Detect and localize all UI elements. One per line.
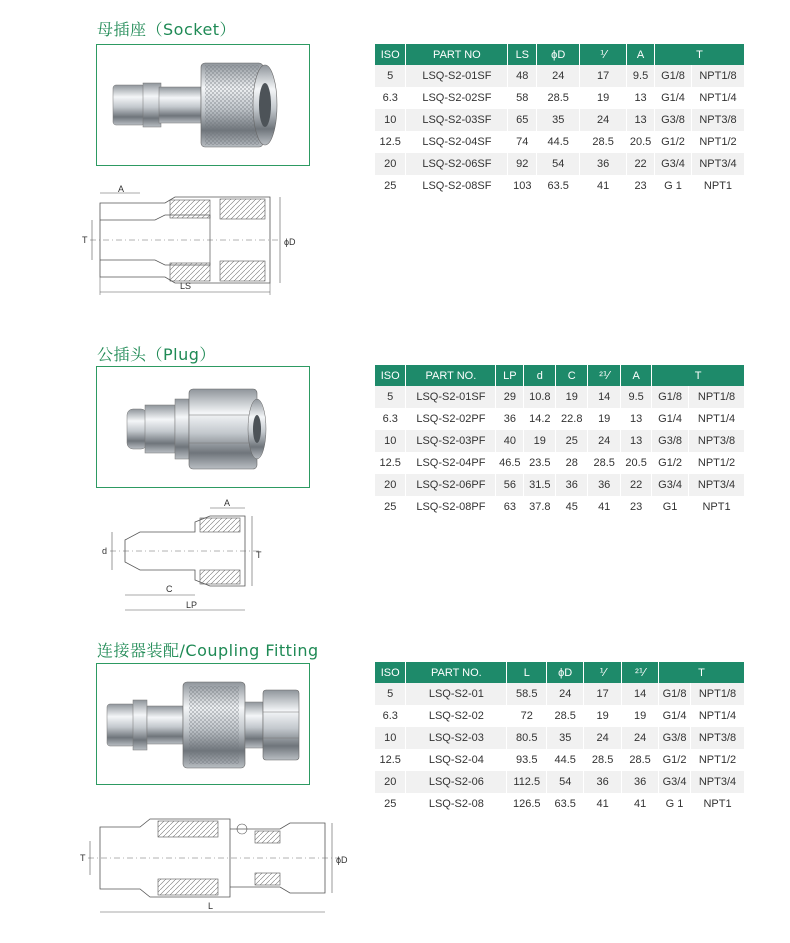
table-cell: LSQ-S2-01 — [406, 683, 507, 705]
plug-nipple-image — [97, 367, 310, 488]
table-cell: 63.5 — [547, 793, 584, 815]
table-cell: 41 — [580, 175, 627, 197]
table-cell: 10 — [375, 109, 406, 131]
table-cell: G1/4 — [659, 705, 691, 727]
table-header-row — [375, 662, 745, 683]
table-cell: 6.3 — [375, 705, 406, 727]
table-cell: 22 — [621, 474, 652, 496]
table-cell: NPT1/2 — [689, 452, 745, 474]
col-wrench-2: ²⅟ — [622, 662, 659, 683]
table-cell: 19 — [524, 430, 556, 452]
table-cell: 44.5 — [537, 131, 580, 153]
table-row — [375, 109, 745, 131]
table-row — [375, 793, 745, 815]
table-cell: NPT1/4 — [689, 408, 745, 430]
table-cell: 35 — [547, 727, 584, 749]
table-cell: G 1 — [655, 175, 692, 197]
socket-dim-t: T — [82, 235, 88, 245]
table-cell: 13 — [621, 430, 652, 452]
col-part-no: PART NO. — [406, 662, 507, 683]
table-cell: LSQ-S2-04 — [406, 749, 507, 771]
socket-title: 母插座（Socket） — [97, 20, 237, 39]
plug-dim-a: A — [224, 498, 231, 508]
table-cell: NPT1/8 — [691, 683, 745, 705]
table-cell: 36 — [580, 153, 627, 175]
col-iso: ISO — [375, 365, 406, 386]
table-cell: 25 — [375, 496, 406, 518]
table-cell: 29 — [496, 386, 524, 408]
table-cell: LSQ-S2-02PF — [406, 408, 496, 430]
table-cell: G1/2 — [655, 131, 692, 153]
table-cell: 28 — [556, 452, 588, 474]
table-cell: 35 — [537, 109, 580, 131]
table-cell: NPT3/4 — [691, 153, 744, 175]
col-wrench-2: ²⅟ — [588, 365, 621, 386]
table-cell: 23.5 — [524, 452, 556, 474]
table-cell: 36 — [584, 771, 622, 793]
table-cell: 10 — [375, 430, 406, 452]
table-cell: G1/8 — [659, 683, 691, 705]
table-cell: 103 — [508, 175, 537, 197]
col-part-no: PART NO. — [406, 365, 496, 386]
col-part-no: PART NO — [406, 44, 508, 65]
table-cell: 41 — [584, 793, 622, 815]
table-cell: 36 — [588, 474, 621, 496]
table-cell: LSQ-S2-08SF — [406, 175, 508, 197]
col-iso: ISO — [375, 44, 406, 65]
table-cell: G3/4 — [659, 771, 691, 793]
table-cell: 63.5 — [537, 175, 580, 197]
col-t: T — [655, 44, 745, 65]
table-cell: 24 — [547, 683, 584, 705]
coupling-photo — [96, 663, 310, 785]
table-cell: NPT1/2 — [691, 131, 744, 153]
col-c: C — [556, 365, 588, 386]
col-a: A — [621, 365, 652, 386]
coupling-dim-phid: ϕD — [336, 855, 348, 865]
table-cell: 72 — [507, 705, 547, 727]
table-cell: 24 — [622, 727, 659, 749]
col-lp: LP — [496, 365, 524, 386]
table-cell: 6.3 — [375, 408, 406, 430]
table-cell: 24 — [537, 65, 580, 87]
table-cell: 14 — [588, 386, 621, 408]
table-cell: NPT1 — [689, 496, 745, 518]
table-cell: 13 — [621, 408, 652, 430]
table-cell: NPT3/8 — [691, 109, 744, 131]
table-cell: 46.5 — [496, 452, 524, 474]
coupling-title: 连接器装配/Coupling Fitting — [97, 641, 319, 660]
plug-spec-table — [375, 365, 745, 518]
plug-title: 公插头（Plug） — [97, 345, 216, 364]
socket-photo — [96, 44, 310, 166]
table-cell: 28.5 — [547, 705, 584, 727]
table-cell: 23 — [627, 175, 655, 197]
table-cell: G1/8 — [655, 65, 692, 87]
col-wrench: ⅟ — [580, 44, 627, 65]
table-cell: 24 — [580, 109, 627, 131]
plug-dim-c: C — [166, 584, 173, 594]
table-row — [375, 131, 745, 153]
table-cell: NPT1/8 — [691, 65, 744, 87]
table-cell: G 1 — [659, 793, 691, 815]
table-cell: LSQ-S2-08PF — [406, 496, 496, 518]
table-row — [375, 175, 745, 197]
table-cell: 28.5 — [580, 131, 627, 153]
table-cell: 54 — [537, 153, 580, 175]
table-cell: LSQ-S2-04PF — [406, 452, 496, 474]
table-cell: 19 — [556, 386, 588, 408]
socket-dim-ls: LS — [180, 281, 192, 291]
table-cell: 63 — [496, 496, 524, 518]
col-d: d — [524, 365, 556, 386]
table-cell: NPT3/4 — [689, 474, 745, 496]
table-cell: 6.3 — [375, 87, 406, 109]
table-cell: 19 — [580, 87, 627, 109]
table-row — [375, 749, 745, 771]
table-cell: 92 — [508, 153, 537, 175]
table-cell: 41 — [622, 793, 659, 815]
table-cell: 36 — [622, 771, 659, 793]
table-cell: NPT1/4 — [691, 705, 745, 727]
table-cell: 25 — [375, 175, 406, 197]
table-cell: 126.5 — [507, 793, 547, 815]
table-cell: 20 — [375, 474, 406, 496]
socket-coupler-image — [97, 45, 310, 166]
col-t: T — [652, 365, 745, 386]
table-cell: 24 — [584, 727, 622, 749]
table-cell: LSQ-S2-01SF — [406, 386, 496, 408]
table-cell: LSQ-S2-03 — [406, 727, 507, 749]
table-cell: 54 — [547, 771, 584, 793]
table-header-row — [375, 44, 745, 65]
table-cell: LSQ-S2-06PF — [406, 474, 496, 496]
table-cell: 14 — [622, 683, 659, 705]
coupling-dim-t: T — [80, 853, 86, 863]
table-cell: G3/4 — [652, 474, 689, 496]
table-cell: G1/2 — [659, 749, 691, 771]
col-ls: LS — [508, 44, 537, 65]
table-cell: NPT3/8 — [691, 727, 745, 749]
table-cell: 58.5 — [507, 683, 547, 705]
table-cell: 93.5 — [507, 749, 547, 771]
table-row — [375, 474, 745, 496]
col-t: T — [659, 662, 745, 683]
table-row — [375, 683, 745, 705]
table-cell: 28.5 — [622, 749, 659, 771]
table-cell: 12.5 — [375, 452, 406, 474]
socket-drawing — [80, 185, 300, 300]
table-cell: 25 — [375, 793, 406, 815]
coupling-spec-table — [375, 662, 745, 815]
table-cell: LSQ-S2-06SF — [406, 153, 508, 175]
table-cell: 12.5 — [375, 749, 406, 771]
table-cell: G1/4 — [655, 87, 692, 109]
col-iso: ISO — [375, 662, 406, 683]
table-cell: G1 — [652, 496, 689, 518]
table-cell: G3/8 — [655, 109, 692, 131]
table-cell: LSQ-S2-06 — [406, 771, 507, 793]
table-cell: 23 — [621, 496, 652, 518]
table-cell: 5 — [375, 683, 406, 705]
table-cell: G3/8 — [659, 727, 691, 749]
table-cell: 17 — [584, 683, 622, 705]
table-cell: 13 — [627, 87, 655, 109]
table-cell: 22.8 — [556, 408, 588, 430]
table-row — [375, 771, 745, 793]
table-cell: G1/2 — [652, 452, 689, 474]
table-row — [375, 87, 745, 109]
table-cell: 65 — [508, 109, 537, 131]
table-cell: G3/4 — [655, 153, 692, 175]
table-cell: NPT1/8 — [689, 386, 745, 408]
coupling-dim-l: L — [208, 901, 214, 911]
table-row — [375, 386, 745, 408]
table-cell: 19 — [622, 705, 659, 727]
table-cell: 45 — [556, 496, 588, 518]
table-row — [375, 430, 745, 452]
socket-spec-table — [375, 44, 745, 197]
coupling-assembly-image — [97, 664, 310, 785]
table-cell: 20.5 — [627, 131, 655, 153]
table-cell: 36 — [496, 408, 524, 430]
table-row — [375, 452, 745, 474]
table-row — [375, 153, 745, 175]
table-cell: NPT1/4 — [691, 87, 744, 109]
table-cell: 80.5 — [507, 727, 547, 749]
table-cell: 19 — [584, 705, 622, 727]
table-cell: 5 — [375, 65, 406, 87]
table-cell: LSQ-S2-02SF — [406, 87, 508, 109]
table-cell: NPT1 — [691, 793, 745, 815]
table-cell: 17 — [580, 65, 627, 87]
table-cell: 58 — [508, 87, 537, 109]
table-cell: LSQ-S2-08 — [406, 793, 507, 815]
table-cell: 28.5 — [584, 749, 622, 771]
table-cell: 22 — [627, 153, 655, 175]
table-cell: NPT3/8 — [689, 430, 745, 452]
table-cell: NPT1 — [691, 175, 744, 197]
table-cell: 37.8 — [524, 496, 556, 518]
table-cell: 28.5 — [588, 452, 621, 474]
table-cell: 48 — [508, 65, 537, 87]
table-cell: 10.8 — [524, 386, 556, 408]
table-cell: 25 — [556, 430, 588, 452]
table-cell: 9.5 — [627, 65, 655, 87]
table-cell: 36 — [556, 474, 588, 496]
plug-dim-t: T — [256, 550, 262, 560]
table-header-row — [375, 365, 745, 386]
table-cell: 112.5 — [507, 771, 547, 793]
table-cell: G3/8 — [652, 430, 689, 452]
table-cell: 31.5 — [524, 474, 556, 496]
table-row — [375, 496, 745, 518]
table-cell: 19 — [588, 408, 621, 430]
table-cell: LSQ-S2-01SF — [406, 65, 508, 87]
table-cell: NPT3/4 — [691, 771, 745, 793]
table-row — [375, 65, 745, 87]
table-cell: G1/8 — [652, 386, 689, 408]
table-cell: LSQ-S2-02 — [406, 705, 507, 727]
coupling-drawing — [80, 805, 350, 920]
table-cell: 41 — [588, 496, 621, 518]
table-cell: 28.5 — [537, 87, 580, 109]
table-cell: 10 — [375, 727, 406, 749]
table-cell: 24 — [588, 430, 621, 452]
table-cell: 20.5 — [621, 452, 652, 474]
plug-drawing — [100, 500, 270, 615]
table-cell: NPT1/2 — [691, 749, 745, 771]
plug-dim-d: d — [102, 546, 108, 556]
table-cell: 12.5 — [375, 131, 406, 153]
plug-dim-lp: LP — [186, 600, 198, 610]
col-phid: ϕD — [537, 44, 580, 65]
table-cell: 5 — [375, 386, 406, 408]
col-l: L — [507, 662, 547, 683]
col-wrench: ⅟ — [584, 662, 622, 683]
table-cell: 74 — [508, 131, 537, 153]
table-cell: 44.5 — [547, 749, 584, 771]
table-cell: LSQ-S2-03PF — [406, 430, 496, 452]
socket-dim-phid: ϕD — [284, 237, 296, 247]
table-row — [375, 705, 745, 727]
table-cell: 40 — [496, 430, 524, 452]
table-cell: G1/4 — [652, 408, 689, 430]
table-cell: LSQ-S2-03SF — [406, 109, 508, 131]
table-row — [375, 727, 745, 749]
col-phid: ϕD — [547, 662, 584, 683]
table-row — [375, 408, 745, 430]
table-cell: LSQ-S2-04SF — [406, 131, 508, 153]
table-cell: 20 — [375, 771, 406, 793]
plug-photo — [96, 366, 310, 488]
col-a: A — [627, 44, 655, 65]
table-cell: 56 — [496, 474, 524, 496]
table-cell: 9.5 — [621, 386, 652, 408]
table-cell: 20 — [375, 153, 406, 175]
socket-dim-a: A — [118, 184, 125, 194]
table-cell: 14.2 — [524, 408, 556, 430]
table-cell: 13 — [627, 109, 655, 131]
